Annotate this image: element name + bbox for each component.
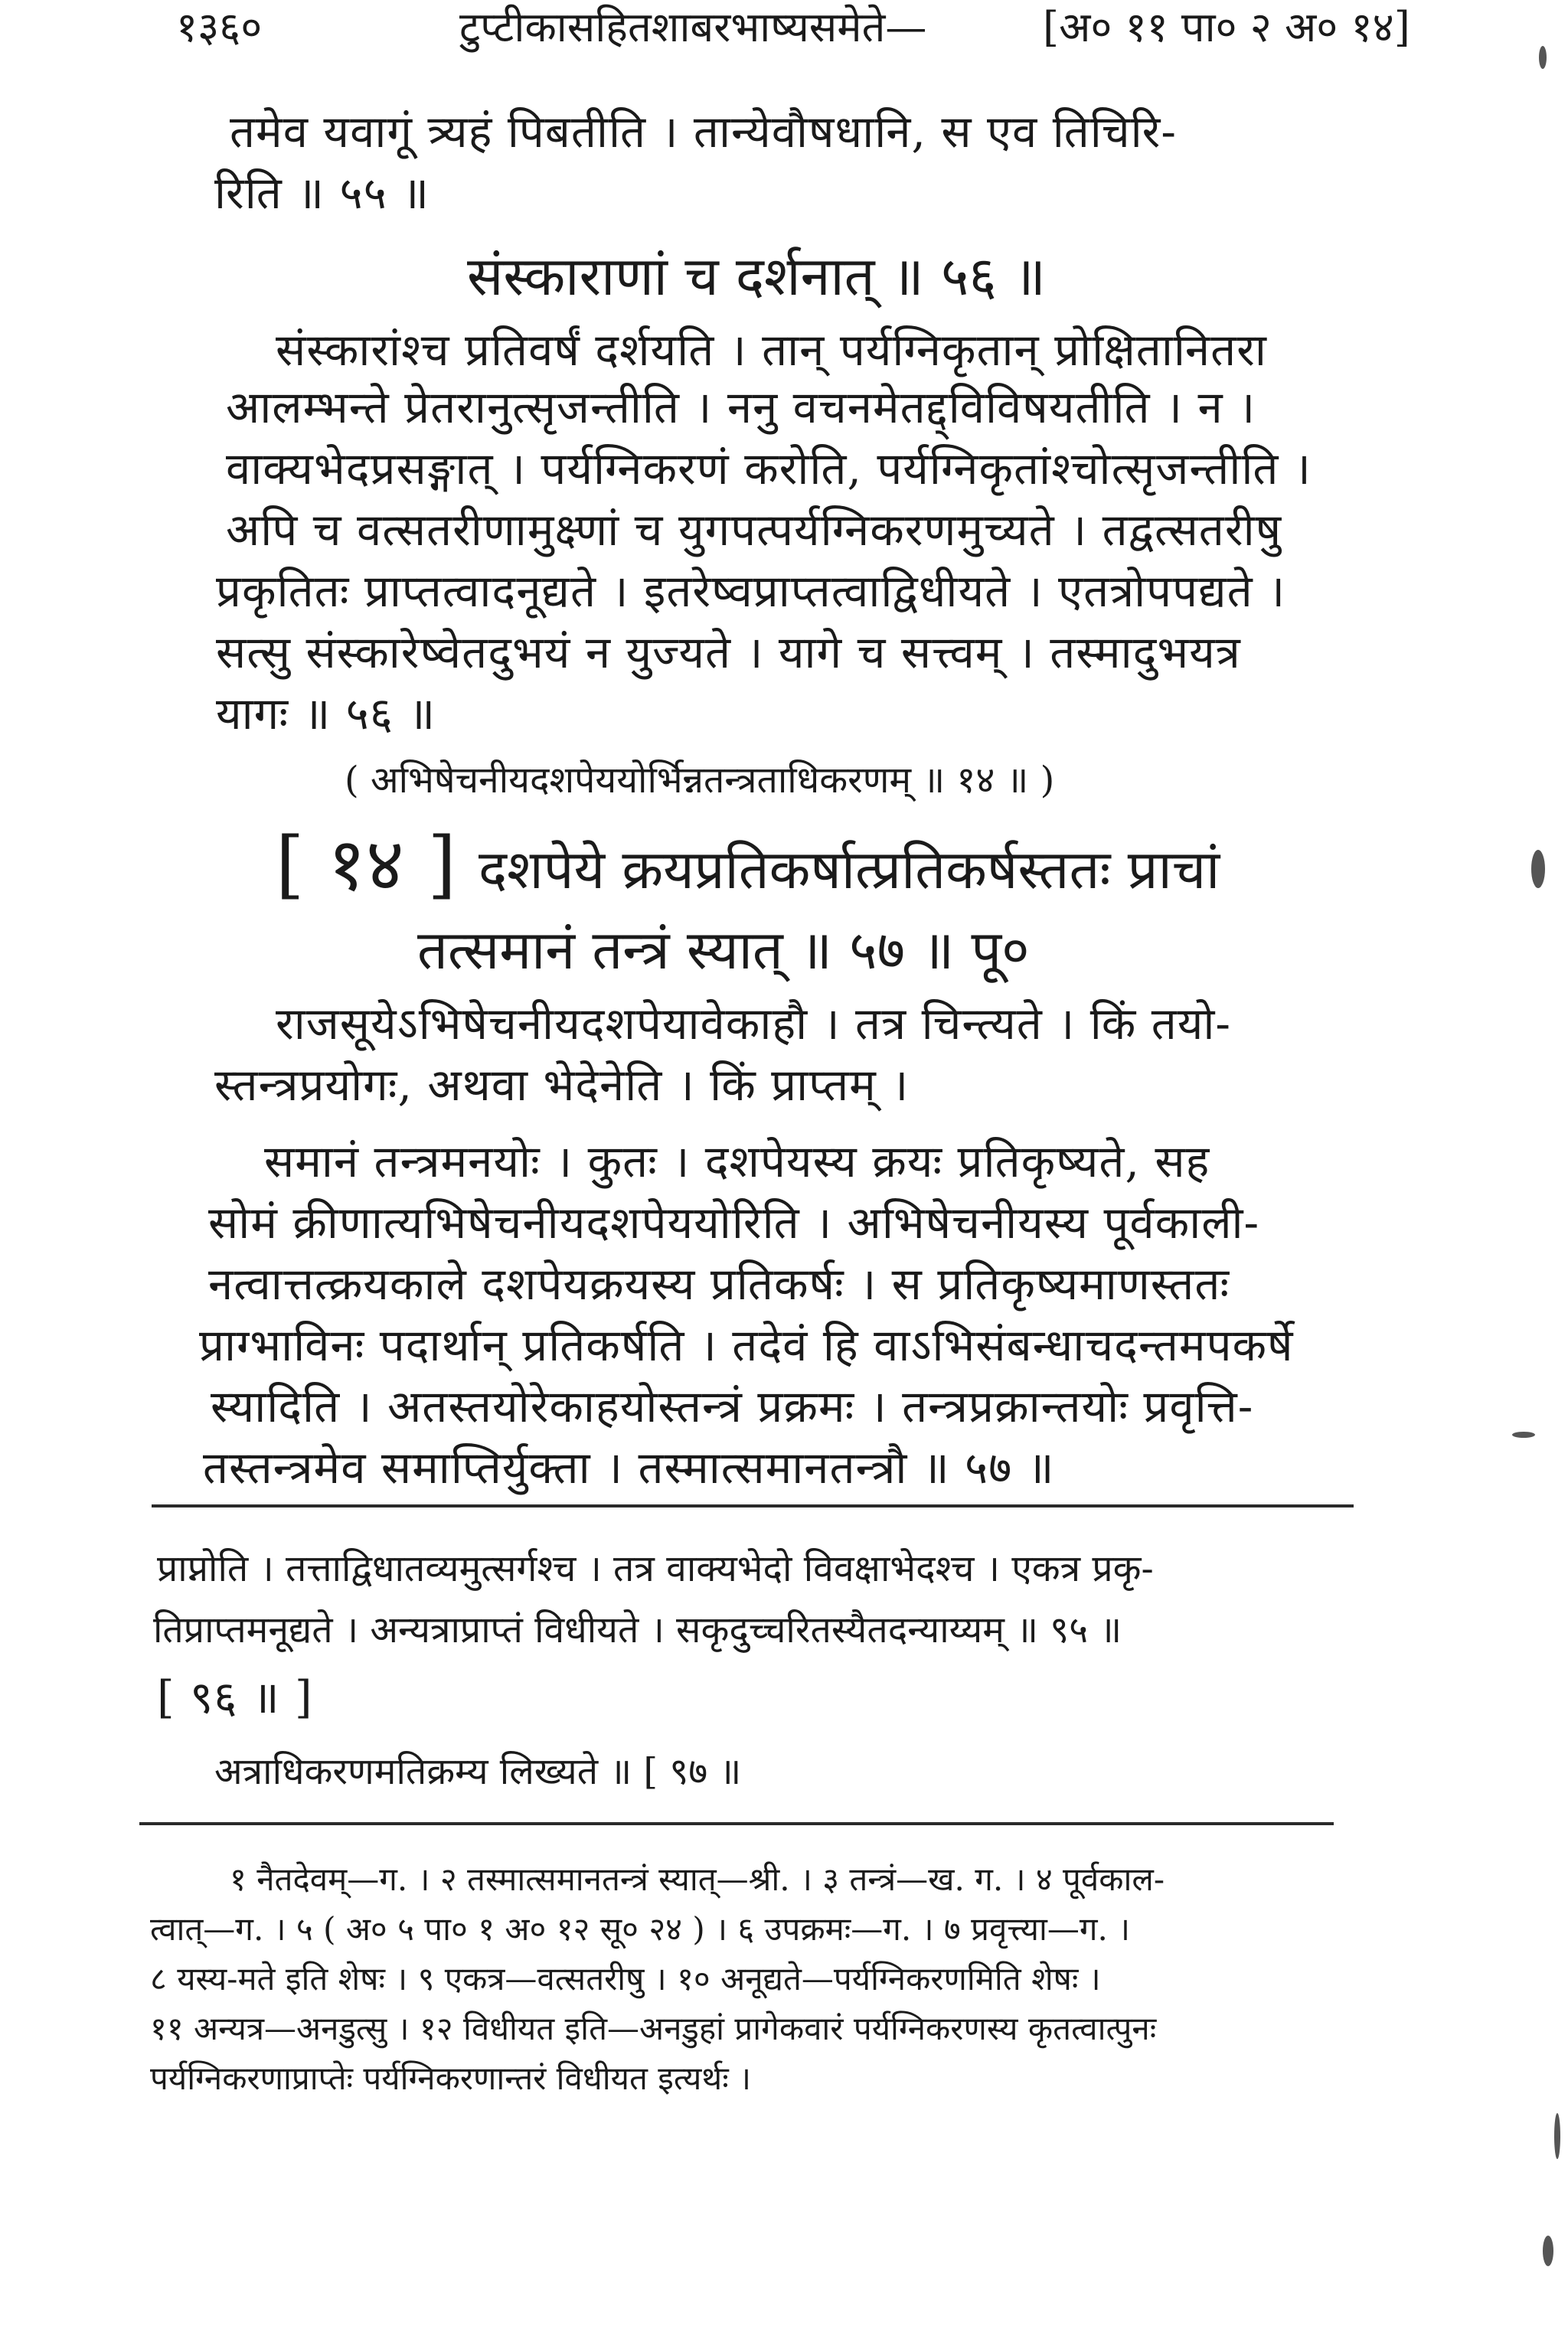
bhashya-line: संस्कारांश्च प्रतिवर्षं दर्शयति । तान् पर्यग्निकृतान् प्रोक्षितानितरा bbox=[276, 324, 1267, 376]
separator-rule bbox=[152, 1504, 1354, 1507]
sutra-heading: संस्काराणां च दर्शनात् ॥ ५६ ॥ bbox=[467, 245, 1046, 308]
adhikarana-title: ( अभिषेचनीयदशपेययोर्भिन्नतन्त्रताधिकरणम् ॥ १४ ॥ ) bbox=[345, 759, 1055, 802]
bhashya-line: वाक्यभेदप्रसङ्गात् । पर्यग्निकरणं करोति, पर्यग्निकृतांश्चोत्सृजन्तीति । bbox=[226, 443, 1312, 495]
scan-speck bbox=[1512, 1432, 1535, 1438]
footnote-line: पर्यग्निकरणाप्राप्तेः पर्यग्निकरणान्तरं विधीयत इत्यर्थः । bbox=[150, 2060, 752, 2097]
bhashya-line: यागः ॥ ५६ ॥ bbox=[216, 688, 436, 740]
page-number: १३६० bbox=[176, 3, 263, 51]
body-line: तमेव यवागूं त्र्यहं पिबतीति । तान्येवौषधानि, स एव तिचिरि- bbox=[230, 106, 1178, 158]
scan-speck bbox=[1554, 2113, 1560, 2159]
sutra-heading: तत्समानं तन्त्रं स्यात् ॥ ५७ ॥ पू० bbox=[417, 919, 1030, 982]
commentary-line: प्राप्नोति । तत्ताद्विधातव्यमुत्सर्गश्च । तत्र वाक्यभेदो विवक्षाभेदश्च । एकत्र प्रकृ- bbox=[157, 1547, 1154, 1590]
footnote-line: त्वात्—ग. । ५ ( अ० ५ पा० १ अ० १२ सू० २४ ) । ६ उपक्रमः—ग. । ७ प्रवृत्त्या—ग. । bbox=[150, 1910, 1131, 1948]
chapter-locator: [अ० ११ पा० २ अ० १४] bbox=[1043, 3, 1410, 51]
bhashya-line: आलम्भन्ते प्रेतरानुत्सृजन्तीति । ननु वचनमेतद्द्विविषयतीति । न । bbox=[226, 381, 1256, 433]
bhashya-line: स्तन्त्रप्रयोगः, अथवा भेदेनेति । किं प्राप्तम् । bbox=[214, 1059, 910, 1111]
commentary-line: [ ९६ ॥ ] bbox=[157, 1671, 313, 1723]
bhashya-line: प्रकृतितः प्राप्तत्वादनूद्यते । इतरेष्वप्राप्तत्वाद्विधीयते । एतत्रोपपद्यते । bbox=[216, 565, 1286, 617]
commentary-line: तिप्राप्तमनूद्यते । अन्यत्राप्राप्तं विधीयते । सकृदुच्चरितस्यैतदन्याय्यम् ॥ ९५ ॥ bbox=[153, 1609, 1122, 1651]
running-title: टुप्टीकासहितशाबरभाष्यसमेते— bbox=[459, 3, 927, 51]
sutra-heading: दशपेये क्रयप्रतिकर्षात्प्रतिकर्षस्ततः प्राचां bbox=[479, 838, 1220, 901]
scan-speck bbox=[1543, 2236, 1553, 2266]
body-line: रिति ॥ ५५ ॥ bbox=[214, 167, 430, 219]
bhashya-line: तस्तन्त्रमेव समाप्तिर्युक्ता । तस्मात्समानतन्त्रौ ॥ ५७ ॥ bbox=[203, 1442, 1055, 1494]
scan-speck bbox=[1539, 46, 1547, 69]
commentary-line: अत्राधिकरणमतिक्रम्य लिख्यते ॥ [ ९७ ॥ bbox=[214, 1750, 742, 1793]
bhashya-line: अपि च वत्सतरीणामुक्ष्णां च युगपत्पर्यग्निकरणमुच्यते । तद्वत्सतरीषु bbox=[226, 504, 1282, 556]
bhashya-line: प्राग्भाविनः पदार्थान् प्रतिकर्षति । तदेवं हि वाऽभिसंबन्धाचदन्तमपकर्षे bbox=[199, 1319, 1294, 1371]
bhashya-line: सोमं क्रीणात्यभिषेचनीयदशपेययोरिति । अभिषेचनीयस्य पूर्वकाली- bbox=[208, 1197, 1260, 1249]
bhashya-line: सत्सु संस्कारेष्वेतदुभयं न युज्यते । यागे च सत्त्वम् । तस्मादुभयत्र bbox=[216, 626, 1241, 678]
bhashya-line: स्यादिति । अतस्तयोरेकाहयोस्तन्त्रं प्रक्रमः । तन्त्रप्रक्रान्तयोः प्रवृत्ति- bbox=[211, 1380, 1254, 1432]
scan-speck bbox=[1531, 850, 1545, 888]
footnote-line: १ नैतदेवम्—ग. । २ तस्मात्समानतन्त्रं स्यात्—श्री. । ३ तन्त्रं—ख. ग. । ४ पूर्वकाल- bbox=[230, 1860, 1165, 1898]
bhashya-line: राजसूयेऽभिषेचनीयदशपेयावेकाहौ । तत्र चिन्त्यते । किं तयो- bbox=[276, 998, 1232, 1050]
footnote-line: ११ अन्यत्र—अनडुत्सु । १२ विधीयत इति—अनडुहां प्रागेकवारं पर्यग्निकरणस्य कृतत्वात्पुनः bbox=[150, 2010, 1157, 2047]
separator-rule bbox=[139, 1822, 1334, 1825]
adhikarana-number: [ १४ ] bbox=[276, 822, 456, 907]
bhashya-line: समानं तन्त्रमनयोः । कुतः । दशपेयस्य क्रयः प्रतिकृष्यते, सह bbox=[264, 1135, 1210, 1187]
bhashya-line: नत्वात्तत्क्रयकाले दशपेयक्रयस्य प्रतिकर्षः । स प्रतिकृष्यमाणस्ततः bbox=[208, 1258, 1230, 1310]
footnote-line: ८ यस्य-मते इति शेषः । ९ एकत्र—वत्सतरीषु । १० अनूद्यते—पर्यग्निकरणमिति शेषः । bbox=[150, 1960, 1101, 1997]
